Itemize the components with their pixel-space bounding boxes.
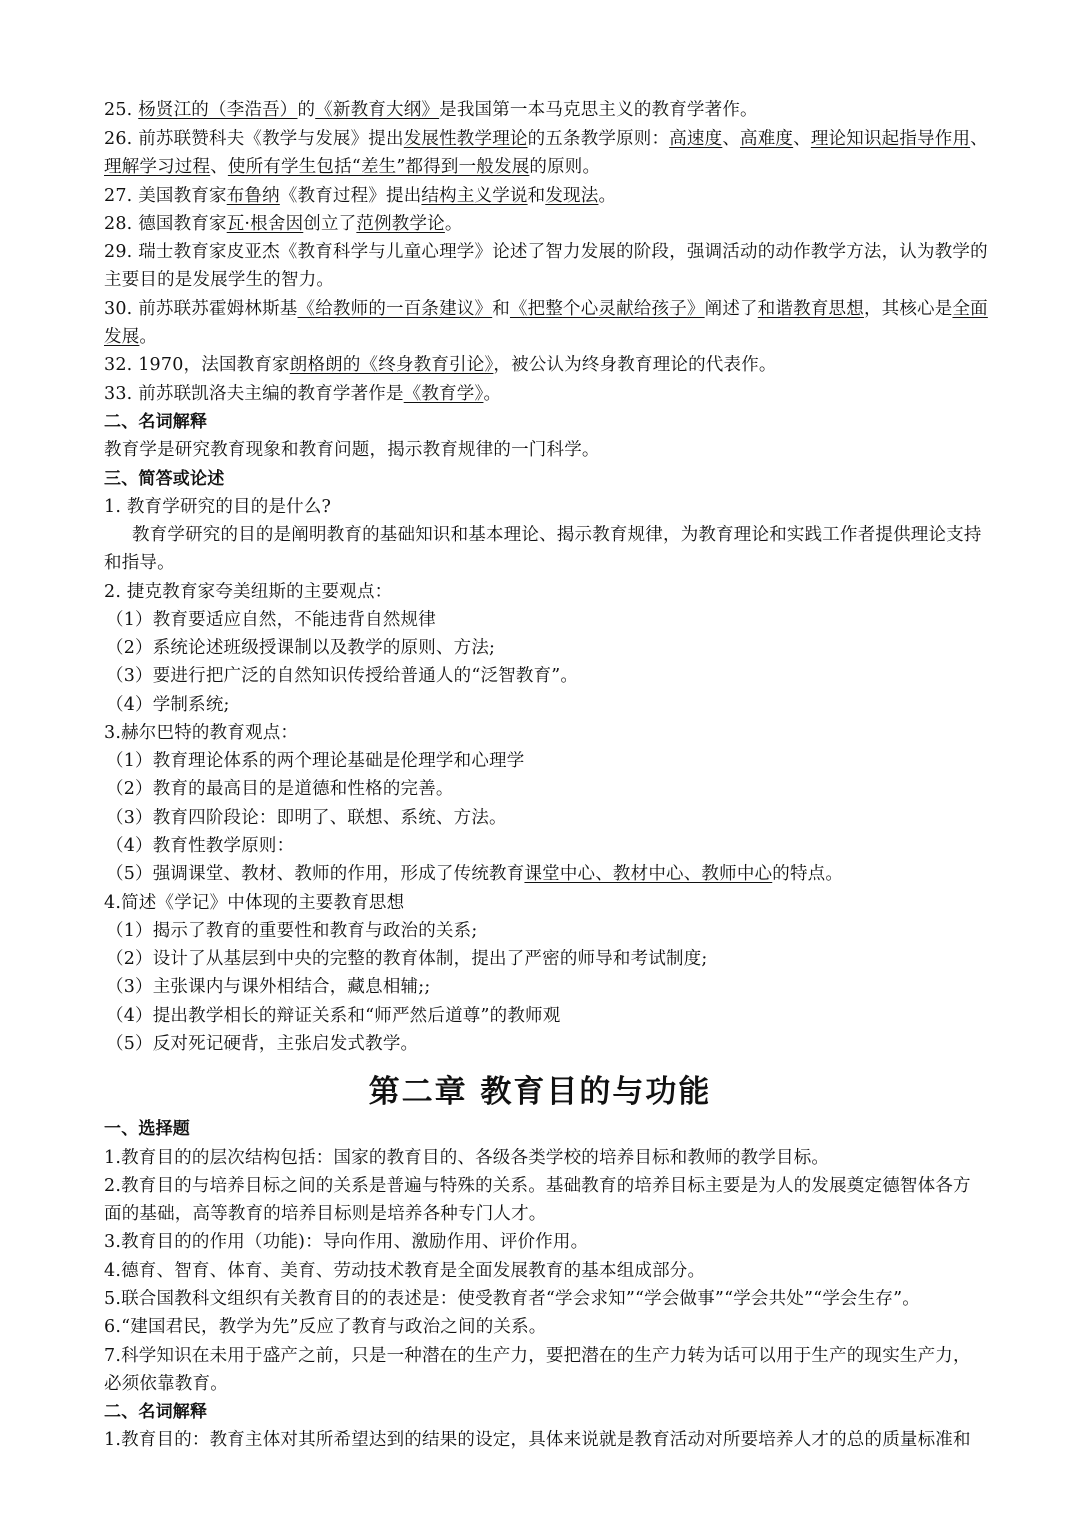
item-27 <box>104 182 1044 210</box>
text: 。 <box>139 327 158 347</box>
item-28 <box>104 210 1044 238</box>
underlined-term: 发展 <box>104 327 140 347</box>
text: 、 <box>793 129 811 149</box>
answer-1-line2: 和指导。 <box>104 553 175 573</box>
text: 阐述了 <box>704 299 758 319</box>
question-4: 4.简述《学记》中体现的主要教育思想 <box>104 893 405 913</box>
definition-text: 1.教育目的：教育主体对其所希望达到的结果的设定，具体来说就是教育活动对所要培养人才的总的质量标准和 <box>104 1430 971 1450</box>
text: 前苏联赞科夫《教学与发展》提出 <box>138 129 404 149</box>
text: 和 <box>527 186 546 206</box>
text: 1970，法国教育家 <box>138 355 290 375</box>
item-number: 27. <box>104 186 139 206</box>
item-32 <box>104 351 1044 379</box>
list-item: （1）揭示了教育的重要性和教育与政治的关系; <box>106 921 478 941</box>
underlined-term: 高速度 <box>669 129 723 149</box>
item-29-line2: 主要目的是发展学生的智力。 <box>104 270 335 290</box>
text: ，被公认为终身教育理论的代表作。 <box>493 355 777 375</box>
text: 德国教育家 <box>138 214 227 234</box>
underlined-term: 杨贤江的（李浩吾） <box>138 100 298 120</box>
item-number: 33. <box>104 384 139 404</box>
list-item: （3）要进行把广泛的自然知识传授给普通人的“泛智教育”。 <box>106 666 579 686</box>
list-item: （2）设计了从基层到中央的完整的教育体制，提出了严密的师导和考试制度; <box>106 949 708 969</box>
text: 前苏联苏霍姆林斯基 <box>138 299 298 319</box>
underlined-term: 瓦·根舍因 <box>226 214 304 234</box>
text: 、 <box>210 157 228 177</box>
underlined-term: 和谐教育思想 <box>757 299 864 319</box>
item-number: 26. <box>104 129 139 149</box>
text: 的 <box>297 100 316 120</box>
item-29-line1: 29. 瑞士教育家皮亚杰《教育科学与儿童心理学》论述了智力发展的阶段，强调活动的动作教学方法，认为教学的 <box>104 242 988 262</box>
item-number: 30. <box>104 299 139 319</box>
list-item: 7.科学知识在未用于盛产之前，只是一种潜在的生产力，要把潜在的生产力转为话可以用于生产的现实生产力， <box>104 1346 971 1366</box>
section-heading-short-answer: 三、简答或论述 <box>104 469 225 489</box>
question-1: 1. 教育学研究的目的是什么? <box>104 497 332 517</box>
underlined-term: 使所有学生包括“差生”都得到一般发展 <box>227 157 530 177</box>
text: 、 <box>722 129 741 149</box>
list-item: 5.联合国教科文组织有关教育目的的表述是：使受教育者“学会求知”“学会做事”“学会共处”“学会生存”。 <box>104 1289 920 1309</box>
list-item: 面的基础，高等教育的培养目标则是培养各种专门人才。 <box>104 1204 547 1224</box>
text: 的特点。 <box>772 864 844 884</box>
item-30-line1 <box>104 295 1044 323</box>
text: 美国教育家 <box>138 186 227 206</box>
list-item: 1.教育目的的层次结构包括：国家的教育目的、各级各类学校的培养目标和教师的教学目标。 <box>104 1148 830 1168</box>
underlined-term: 发现法 <box>545 186 599 206</box>
text: 、 <box>970 129 988 149</box>
list-item: （4）教育性教学原则： <box>106 836 295 856</box>
underlined-term: 理解学习过程 <box>104 157 211 177</box>
underlined-term: 课堂中心、教材中心、教师中心 <box>524 864 773 884</box>
text: 和 <box>492 299 510 319</box>
underlined-term: 理论知识起指导作用 <box>810 129 971 149</box>
item-30-line2 <box>104 323 1044 351</box>
list-item: （2）系统论述班级授课制以及教学的原则、方法; <box>106 638 496 658</box>
list-item: （3）主张课内与课外相结合，藏息相辅;; <box>106 977 431 997</box>
underlined-term: 全面 <box>952 299 988 319</box>
underlined-term: 发展性教学理论 <box>403 129 528 149</box>
question-2: 2. 捷克教育家夸美纽斯的主要观点： <box>104 582 393 602</box>
underlined-term: 范例教学论 <box>356 214 445 234</box>
list-item: 6.“建国君民，教学为先”反应了教育与政治之间的关系。 <box>104 1317 547 1337</box>
underlined-term: 《新教育大纲》 <box>315 100 440 120</box>
text: 《教育过程》提出 <box>279 186 422 206</box>
item-26-line1 <box>104 125 1044 153</box>
text: 是我国第一本马克思主义的教育学著作。 <box>439 100 758 120</box>
underlined-term: 《教育学》 <box>403 384 484 404</box>
section-heading-definitions: 二、名词解释 <box>104 412 208 432</box>
list-item: 必须依靠教育。 <box>104 1374 228 1394</box>
list-item: （1）教育要适应自然，不能违背自然规律 <box>106 610 436 630</box>
list-item: （3）教育四阶段论：即明了、联想、系统、方法。 <box>106 808 507 828</box>
list-item: 3.教育目的的作用（功能)：导向作用、激励作用、评价作用。 <box>104 1232 589 1252</box>
list-item: 2.教育目的与培养目标之间的关系是普遍与特殊的关系。基础教育的培养目标主要是为人的发展奠定德智体各方 <box>104 1176 971 1196</box>
underlined-term: 结构主义学说 <box>421 186 528 206</box>
item-25 <box>104 96 1044 124</box>
question-3: 3.赫尔巴特的教育观点： <box>104 723 299 743</box>
text: 前苏联凯洛夫主编的教育学著作是 <box>138 384 404 404</box>
text: 创立了 <box>303 214 357 234</box>
list-item: 4.德育、智育、体育、美育、劳动技术教育是全面发展教育的基本组成部分。 <box>104 1261 706 1281</box>
definition-text: 教育学是研究教育现象和教育问题，揭示教育规律的一门科学。 <box>104 440 600 460</box>
section-heading-definitions-2: 二、名词解释 <box>104 1402 208 1422</box>
item-number: 32. <box>104 355 139 375</box>
list-item <box>106 860 1046 888</box>
list-item: （4）学制系统; <box>106 695 230 715</box>
underlined-term: 《给教师的一百条建议》 <box>297 299 493 319</box>
list-item: （4）提出教学相长的辩证关系和“师严然后道尊”的教师观 <box>106 1006 561 1026</box>
text: （5）强调课堂、教材、教师的作用，形成了传统教育 <box>106 864 525 884</box>
text: ，其核心是 <box>863 299 953 319</box>
text: 的五条教学原则： <box>527 129 670 149</box>
item-number: 28. <box>104 214 139 234</box>
answer-1-line1: 教育学研究的目的是阐明教育的基础知识和基本理论、揭示教育规律，为教育理论和实践工作者提供理论支持 <box>132 525 982 545</box>
item-33 <box>104 380 1044 408</box>
underlined-term: 布鲁纳 <box>226 186 280 206</box>
item-number: 25. <box>104 100 139 120</box>
underlined-term: 《把整个心灵献给孩子》 <box>509 299 705 319</box>
list-item: （5）反对死记硬背，主张启发式教学。 <box>106 1034 419 1054</box>
underlined-term: 高难度 <box>740 129 794 149</box>
item-26-line2 <box>104 153 1044 181</box>
chapter-title: 第二章 教育目的与功能 <box>368 1074 712 1110</box>
text: 。 <box>598 186 617 206</box>
text: 。 <box>483 384 502 404</box>
underlined-term: 朗格朗的《终身教育引论》 <box>289 355 494 375</box>
list-item: （2）教育的最高目的是道德和性格的完善。 <box>106 779 454 799</box>
section-heading-choice: 一、选择题 <box>104 1119 190 1139</box>
text: 的原则。 <box>529 157 601 177</box>
list-item: （1）教育理论体系的两个理论基础是伦理学和心理学 <box>106 751 525 771</box>
text: 。 <box>444 214 463 234</box>
